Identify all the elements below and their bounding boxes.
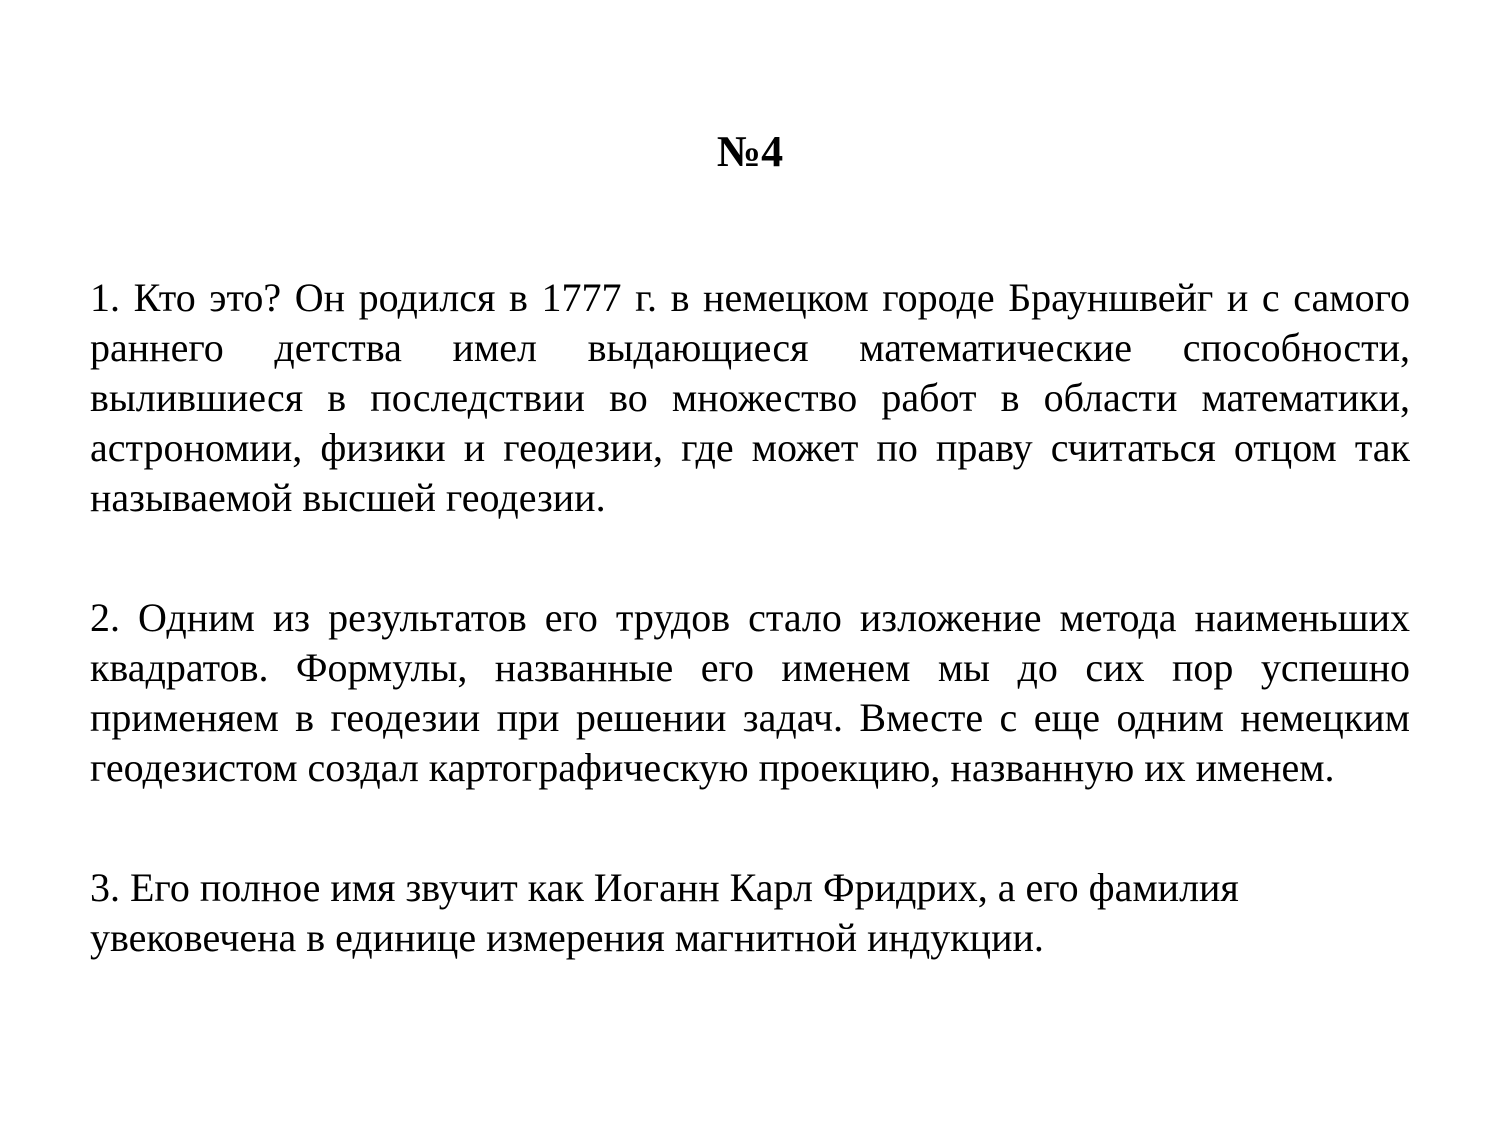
- question-paragraph-2: 2. Одним из результатов его трудов стало изложение метода наименьших квадратов. Формулы, названные его именем мы до сих пор успешно применяем в геодезии при решении задач. Вместе с еще одним немецким геодезистом создал картографическую проекцию, названную их именем.: [90, 595, 1410, 790]
- page-title: №4: [716, 127, 784, 176]
- question-paragraph-1: 1. Кто это? Он родился в 1777 г. в немецком городе Брауншвейг и с самого раннего детства имел выдающиеся математические способности, вылившиеся в последствии во множество работ в области математики, астрономии, физики и геодезии, где может по праву считаться отцом так называемой высшей геодезии.: [90, 275, 1410, 520]
- question-paragraph-3: 3. Его полное имя звучит как Иоганн Карл Фридрих, а его фамилия увековечена в единице измерения магнитной индукции.: [90, 865, 1239, 960]
